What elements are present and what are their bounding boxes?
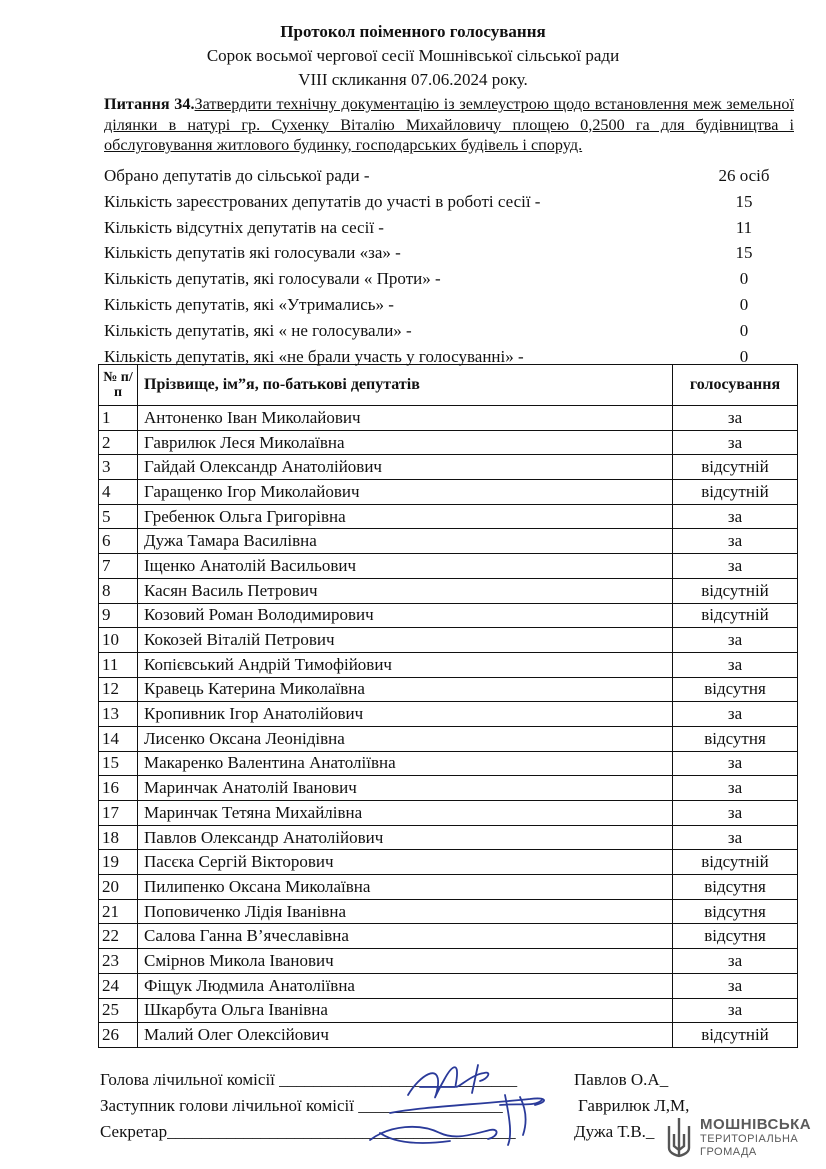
- row-vote: за: [673, 652, 798, 677]
- row-number: 4: [99, 480, 138, 505]
- row-vote: відсутня: [673, 677, 798, 702]
- table-row: [99, 677, 798, 702]
- stat-label: Кількість депутатів, які «Утримались» -: [104, 294, 394, 314]
- convocation-date: VIII скликання 07.06.2024 року.: [298, 70, 528, 89]
- stat-value: 0: [739, 346, 749, 366]
- table-row: [99, 899, 798, 924]
- stat-value: 15: [735, 191, 753, 211]
- stat-label: Кількість депутатів, які голосували « Проти» -: [104, 269, 441, 289]
- row-vote: відсутній: [673, 850, 798, 875]
- row-vote: відсутня: [673, 899, 798, 924]
- logo-line-1: МОШНІВСЬКА: [700, 1116, 812, 1133]
- row-deputy-name: Копієвський Андрій Тимофійович: [138, 652, 673, 677]
- header-name: Прізвище, ім”я, по-батькові депутатів: [138, 365, 673, 406]
- row-vote: відсутня: [673, 726, 798, 751]
- row-number: 23: [99, 949, 138, 974]
- table-header-row: [99, 365, 798, 406]
- signature-name-deputy: Гаврилюк Л,М,: [578, 1096, 690, 1115]
- row-number: 14: [99, 726, 138, 751]
- stat-label: Кількість зареєстрованих депутатів до участі в роботі сесії -: [104, 191, 541, 211]
- row-deputy-name: Іщенко Анатолій Васильович: [138, 554, 673, 579]
- row-number: 11: [99, 652, 138, 677]
- row-deputy-name: Гребенюк Ольга Григорівна: [138, 504, 673, 529]
- table-row: [99, 1023, 798, 1048]
- row-vote: за: [673, 430, 798, 455]
- stats-list: [104, 166, 794, 372]
- row-deputy-name: Поповиченко Лідія Іванівна: [138, 899, 673, 924]
- stat-row: [104, 269, 794, 295]
- signature-name-chairman: Павлов О.А_: [574, 1070, 669, 1089]
- row-deputy-name: Гаращенко Ігор Миколайович: [138, 480, 673, 505]
- row-deputy-name: Кравець Катерина Миколаївна: [138, 677, 673, 702]
- row-number: 19: [99, 850, 138, 875]
- row-deputy-name: Кокозей Віталій Петрович: [138, 628, 673, 653]
- row-vote: за: [673, 628, 798, 653]
- row-number: 26: [99, 1023, 138, 1048]
- row-vote: за: [673, 504, 798, 529]
- voting-table: [98, 364, 798, 1048]
- table-row: [99, 726, 798, 751]
- row-deputy-name: Малий Олег Олексійович: [138, 1023, 673, 1048]
- stat-label: Кількість відсутніх депутатів на сесії -: [104, 217, 384, 237]
- row-deputy-name: Салова Ганна В’ячеславівна: [138, 924, 673, 949]
- stat-value: 0: [739, 269, 749, 289]
- stat-label: Обрано депутатів до сільської ради -: [104, 166, 370, 185]
- row-number: 8: [99, 578, 138, 603]
- handwritten-signatures: [360, 1045, 580, 1155]
- row-deputy-name: Фіщук Людмила Анатоліївна: [138, 973, 673, 998]
- row-deputy-name: Антоненко Іван Миколайович: [138, 406, 673, 431]
- table-row: [99, 554, 798, 579]
- row-vote: відсутня: [673, 875, 798, 900]
- stat-value: 15: [735, 243, 753, 263]
- row-deputy-name: Дужа Тамара Василівна: [138, 529, 673, 554]
- row-vote: відсутній: [673, 578, 798, 603]
- stat-value: 0: [739, 320, 749, 340]
- row-number: 7: [99, 554, 138, 579]
- table-row: [99, 973, 798, 998]
- table-row: [99, 825, 798, 850]
- trident-icon: [664, 1116, 694, 1162]
- row-deputy-name: Маринчак Тетяна Михайлівна: [138, 801, 673, 826]
- row-number: 21: [99, 899, 138, 924]
- row-number: 3: [99, 455, 138, 480]
- logo-line-3: ГРОМАДА: [700, 1146, 757, 1158]
- table-row: [99, 702, 798, 727]
- row-deputy-name: Пилипенко Оксана Миколаївна: [138, 875, 673, 900]
- table-row: [99, 801, 798, 826]
- table-row: [99, 455, 798, 480]
- signature-role-chairman: Голова лічильної комісії ____________________________: [100, 1070, 518, 1089]
- row-deputy-name: Гаврилюк Леся Миколаївна: [138, 430, 673, 455]
- row-vote: відсутній: [673, 480, 798, 505]
- row-vote: за: [673, 529, 798, 554]
- stat-row: [104, 295, 794, 321]
- table-row: [99, 751, 798, 776]
- stat-row: [104, 243, 794, 269]
- table-row: [99, 998, 798, 1023]
- table-row: [99, 875, 798, 900]
- stat-row: [104, 192, 794, 218]
- header-vote: голосування: [673, 365, 798, 406]
- question-block: [104, 94, 794, 156]
- table-row: [99, 480, 798, 505]
- question-text: Затвердити технічну документацію із землеустрою щодо встановлення меж земельної ділянки в натурі гр. Сухенку Віталію Михайловичу площею 0,2500 га для будівництва і обслуговування житлового будинку, господарських будівель і споруд.: [104, 95, 794, 154]
- row-number: 18: [99, 825, 138, 850]
- row-number: 22: [99, 924, 138, 949]
- row-number: 15: [99, 751, 138, 776]
- table-row: [99, 603, 798, 628]
- row-number: 13: [99, 702, 138, 727]
- table-row: [99, 529, 798, 554]
- stat-row: [104, 218, 794, 244]
- row-vote: відсутній: [673, 603, 798, 628]
- row-vote: за: [673, 406, 798, 431]
- row-deputy-name: Макаренко Валентина Анатоліївна: [138, 751, 673, 776]
- row-number: 25: [99, 998, 138, 1023]
- row-number: 17: [99, 801, 138, 826]
- row-vote: відсутня: [673, 924, 798, 949]
- row-deputy-name: Пасєка Сергій Вікторович: [138, 850, 673, 875]
- row-vote: відсутній: [673, 1023, 798, 1048]
- table-row: [99, 652, 798, 677]
- row-vote: відсутній: [673, 455, 798, 480]
- row-deputy-name: Смірнов Микола Іванович: [138, 949, 673, 974]
- signature-role-deputy: Заступник голови лічильної комісії _________________: [100, 1096, 503, 1115]
- table-row: [99, 430, 798, 455]
- row-number: 24: [99, 973, 138, 998]
- table-body: [99, 406, 798, 1048]
- row-deputy-name: Кропивник Ігор Анатолійович: [138, 702, 673, 727]
- row-vote: за: [673, 751, 798, 776]
- table-row: [99, 578, 798, 603]
- stat-label: Кількість депутатів, які « не голосували» -: [104, 320, 412, 340]
- row-vote: за: [673, 776, 798, 801]
- row-vote: за: [673, 702, 798, 727]
- stat-value: 0: [739, 294, 749, 314]
- stat-label: Кількість депутатів, які «не брали участь у голосуванні» -: [104, 346, 524, 366]
- signature-role-secretary: Секретар_________________________________________: [100, 1122, 516, 1141]
- table-row: [99, 924, 798, 949]
- row-vote: за: [673, 973, 798, 998]
- stat-label: Кількість депутатів які голосували «за» -: [104, 243, 401, 263]
- row-deputy-name: Шкарбута Ольга Іванівна: [138, 998, 673, 1023]
- stat-row: [104, 321, 794, 347]
- stat-row: [104, 166, 794, 192]
- row-number: 12: [99, 677, 138, 702]
- row-deputy-name: Павлов Олександр Анатолійович: [138, 825, 673, 850]
- row-number: 2: [99, 430, 138, 455]
- table-row: [99, 776, 798, 801]
- header-number: № п/п: [99, 365, 138, 406]
- row-deputy-name: Гайдай Олександр Анатолійович: [138, 455, 673, 480]
- session-subtitle: Сорок восьмої чергової сесії Мошнівської сільської ради: [206, 46, 620, 65]
- row-deputy-name: Маринчак Анатолій Іванович: [138, 776, 673, 801]
- row-number: 5: [99, 504, 138, 529]
- protocol-title: Протокол поіменного голосування: [280, 22, 546, 41]
- row-number: 1: [99, 406, 138, 431]
- signature-name-secretary: Дужа Т.В._: [574, 1122, 655, 1141]
- row-vote: за: [673, 801, 798, 826]
- row-vote: за: [673, 554, 798, 579]
- row-number: 16: [99, 776, 138, 801]
- table-row: [99, 850, 798, 875]
- row-deputy-name: Лисенко Оксана Леонідівна: [138, 726, 673, 751]
- row-vote: за: [673, 998, 798, 1023]
- row-deputy-name: Касян Василь Петрович: [138, 578, 673, 603]
- table-row: [99, 504, 798, 529]
- community-logo: [664, 1116, 814, 1166]
- logo-line-2: ТЕРИТОРІАЛЬНА: [700, 1133, 799, 1145]
- row-deputy-name: Козовий Роман Володимирович: [138, 603, 673, 628]
- row-number: 10: [99, 628, 138, 653]
- stat-value: 26 осіб: [718, 166, 770, 185]
- row-vote: за: [673, 825, 798, 850]
- table-row: [99, 949, 798, 974]
- row-number: 6: [99, 529, 138, 554]
- row-number: 20: [99, 875, 138, 900]
- table-row: [99, 406, 798, 431]
- row-vote: за: [673, 949, 798, 974]
- stat-value: 11: [735, 217, 753, 237]
- question-label: Питання 34.: [104, 95, 195, 113]
- row-number: 9: [99, 603, 138, 628]
- table-row: [99, 628, 798, 653]
